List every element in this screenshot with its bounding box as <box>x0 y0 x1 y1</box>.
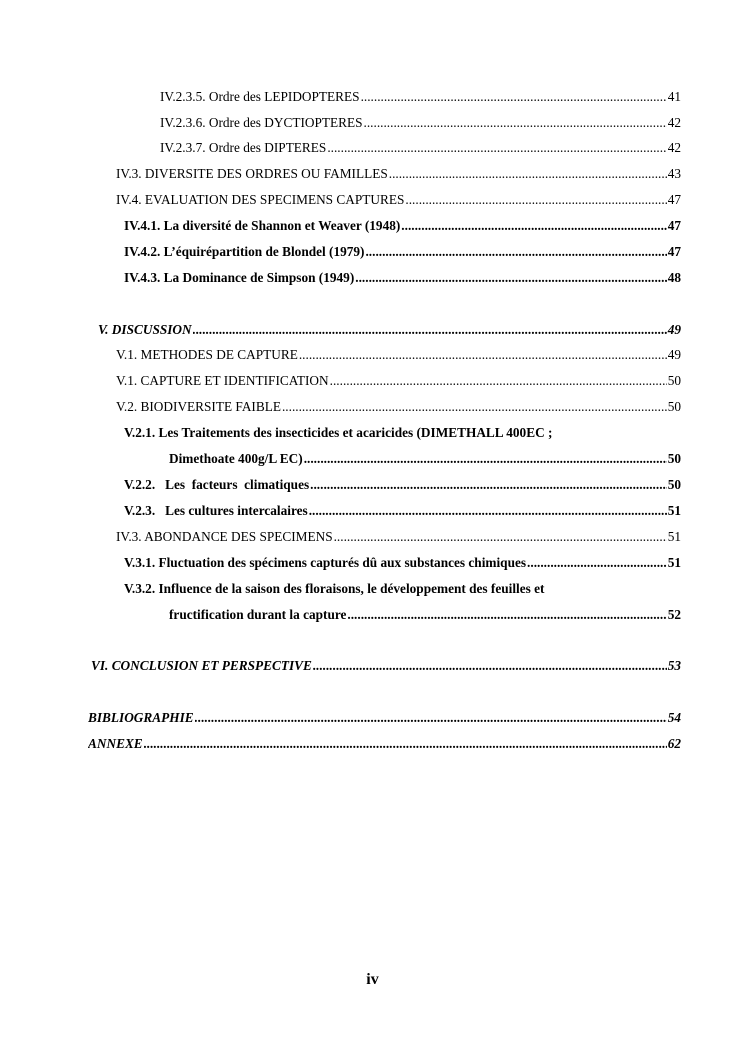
toc-entry-page: 49 <box>667 347 681 362</box>
toc-entry-v-2-1[interactable] <box>169 451 681 467</box>
toc-entry-v-3-1[interactable] <box>124 555 681 571</box>
toc-entry-title: IV.4.3. La Dominance de Simpson (1949) <box>124 270 355 285</box>
toc-entry-title: V.2.2. Les facteurs climatiques <box>124 477 310 492</box>
toc-entry-page: 52 <box>667 607 681 622</box>
toc-entry-title: V.2.3. Les cultures intercalaires <box>124 503 308 518</box>
toc-entry-page: 47 <box>667 192 681 207</box>
toc-entry-v-2-3[interactable] <box>124 503 681 519</box>
leader-dots <box>405 192 666 208</box>
leader-dots <box>313 658 667 674</box>
toc-entry-page: 51 <box>667 555 681 570</box>
toc-entry-iv-2-3-5[interactable] <box>160 89 681 105</box>
toc-entry-iv-4-3[interactable] <box>124 270 681 286</box>
toc-entry-title: V.1. CAPTURE ET IDENTIFICATION <box>116 373 329 388</box>
toc-entry-title: ANNEXE <box>88 736 143 751</box>
toc-entry-page: 50 <box>667 373 681 388</box>
toc-entry-bibliographie[interactable] <box>88 710 681 726</box>
toc-entry-iv-4-2[interactable] <box>124 244 681 260</box>
toc-entry-title: VI. CONCLUSION ET PERSPECTIVE <box>91 658 312 673</box>
toc-entry-page: 42 <box>667 115 681 130</box>
leader-dots <box>299 347 667 363</box>
toc-entry-title: V. DISCUSSION <box>98 322 192 337</box>
toc-entry-v-2[interactable] <box>116 399 681 415</box>
toc-entry-v-3-2[interactable] <box>169 607 681 623</box>
toc-entry-iv-2-3-6[interactable] <box>160 115 681 131</box>
toc-entry-title: V.1. METHODES DE CAPTURE <box>116 347 298 362</box>
toc-entry-title: IV.3. DIVERSITE DES ORDRES OU FAMILLES <box>116 166 388 181</box>
leader-dots <box>304 451 667 467</box>
toc-entry-v-discussion[interactable] <box>98 322 681 338</box>
leader-dots <box>282 399 667 415</box>
toc-entry-page: 62 <box>667 736 681 751</box>
leader-dots <box>527 555 667 571</box>
leader-dots <box>401 218 666 234</box>
toc-entry-page: 49 <box>667 322 681 337</box>
toc-entry-title: Dimethoate 400g/L EC) <box>169 451 303 466</box>
leader-dots <box>364 115 667 131</box>
leader-dots <box>330 373 667 389</box>
toc-entry-page: 47 <box>667 218 681 233</box>
toc-entry-v-1-capture[interactable] <box>116 373 681 389</box>
leader-dots <box>144 736 667 752</box>
toc-entry-page: 50 <box>667 399 681 414</box>
toc-entry-page: 54 <box>667 710 681 725</box>
toc-entry-title: V.2. BIODIVERSITE FAIBLE <box>116 399 281 414</box>
toc-entry-v-2-1-line1[interactable]: V.2.1. Les Traitements des insecticides et acaricides (DIMETHALL 400EC ; <box>124 425 553 440</box>
toc-entry-title: V.3.1. Fluctuation des spécimens capturés dû aux substances chimiques <box>124 555 527 570</box>
leader-dots <box>309 503 667 519</box>
leader-dots <box>195 710 667 726</box>
toc-entry-vi-conclusion[interactable] <box>91 658 681 674</box>
leader-dots <box>389 166 667 182</box>
toc-entry-iv-3-abondance[interactable] <box>116 529 681 545</box>
leader-dots <box>327 140 666 156</box>
toc-entry-page: 50 <box>667 477 681 492</box>
leader-dots <box>334 529 667 545</box>
toc-entry-title: IV.4.1. La diversité de Shannon et Weaver (1948) <box>124 218 401 233</box>
leader-dots <box>365 244 666 260</box>
toc-entry-title: BIBLIOGRAPHIE <box>88 710 194 725</box>
toc-entry-title: IV.4. EVALUATION DES SPECIMENS CAPTURES <box>116 192 405 207</box>
toc-entry-page: 42 <box>667 140 681 155</box>
toc-entry-v-2-2[interactable] <box>124 477 681 493</box>
page-number: iv <box>366 971 379 988</box>
toc-entry-iv-3[interactable] <box>116 166 681 182</box>
leader-dots <box>355 270 666 286</box>
leader-dots <box>193 322 667 338</box>
toc-entry-page: 51 <box>667 503 681 518</box>
toc-entry-page: 51 <box>667 529 681 544</box>
toc-entry-title: fructification durant la capture <box>169 607 347 622</box>
toc-entry-iv-4-1[interactable] <box>124 218 681 234</box>
toc-entry-page: 50 <box>667 451 681 466</box>
toc-entry-page: 43 <box>667 166 681 181</box>
toc-entry-page: 41 <box>667 89 681 104</box>
toc-entry-title: IV.2.3.7. Ordre des DIPTERES <box>160 140 327 155</box>
toc-entry-title: IV.2.3.5. Ordre des LEPIDOPTERES <box>160 89 360 104</box>
toc-entry-title: IV.4.2. L’équirépartition de Blondel (1979) <box>124 244 365 259</box>
toc-entry-iv-4[interactable] <box>116 192 681 208</box>
toc-entry-page: 47 <box>667 244 681 259</box>
toc-entry-v-3-2-line1[interactable]: V.3.2. Influence de la saison des floraisons, le développement des feuilles et <box>124 581 545 596</box>
toc-entry-v-1-methodes[interactable] <box>116 347 681 363</box>
toc-entry-title: IV.2.3.6. Ordre des DYCTIOPTERES <box>160 115 363 130</box>
toc-entry-title: IV.3. ABONDANCE DES SPECIMENS <box>116 529 333 544</box>
toc-entry-iv-2-3-7[interactable] <box>160 140 681 156</box>
toc-entry-page: 48 <box>667 270 681 285</box>
leader-dots <box>347 607 666 623</box>
toc-entry-page: 53 <box>667 658 681 673</box>
leader-dots <box>361 89 667 105</box>
leader-dots <box>310 477 667 493</box>
toc-entry-annexe[interactable] <box>88 736 681 752</box>
